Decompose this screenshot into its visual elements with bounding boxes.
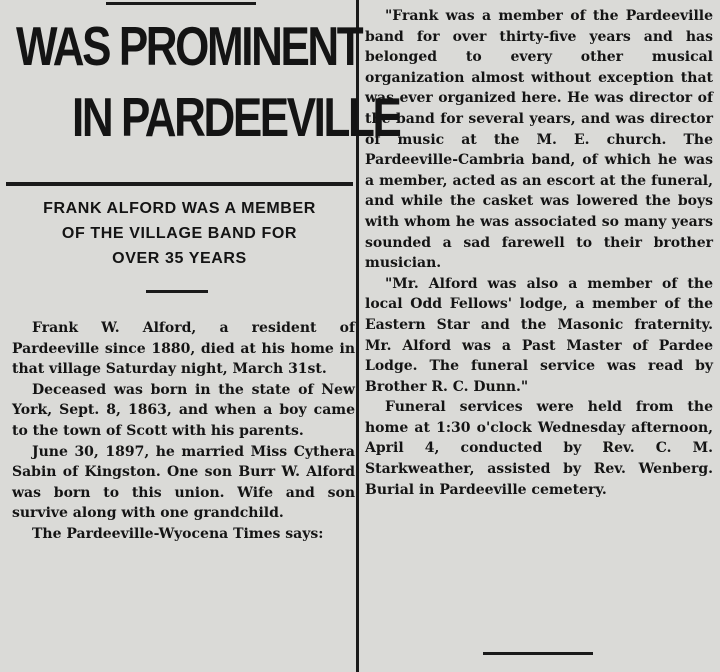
paragraph: Frank W. Alford, a resident of Pardeeville since 1880, died at his home in that village Saturday night, March 31st.: [12, 320, 355, 378]
paragraph: June 30, 1897, he married Miss Cythera Sabin of Kingston. One son Burr W. Alford was born to this union. Wife and son survive along with one grandchild.: [12, 443, 355, 522]
subhead-line-3: OVER 35 YEARS: [112, 250, 247, 267]
paragraph: Deceased was born in the state of New York, Sept. 8, 1863, and when a boy came to the town of Scott with his parents.: [12, 381, 355, 439]
article-body-left: [12, 318, 355, 545]
subhead-divider: [146, 290, 208, 293]
headline-divider: [6, 182, 353, 186]
paragraph: "Mr. Alford was also a member of the local Odd Fellows' lodge, a member of the Eastern Star and the Masonic fraternity. Mr. Alford was a Past Master of Pardee Lodge. The funeral service was read by Brother R. C. Dunn.": [365, 275, 713, 395]
end-rule: [483, 652, 593, 655]
article-body-right: [365, 6, 713, 500]
subhead-line-1: FRANK ALFORD WAS A MEMBER: [43, 200, 316, 217]
headline-line-2: IN PARDEEVILLE: [72, 86, 400, 148]
headline-line-1: WAS PROMINENT: [16, 15, 362, 77]
top-rule: [106, 2, 256, 5]
paragraph: "Frank was a member of the Pardeeville band for over thirty-five years and has belonged to every other musical organization almost without exception that was ever organized here. He was director of the band for several years, and was director of music at the M. E. church. The Pardeeville-Cambria band, of which he was a member, acted as an escort at the funeral, and while the casket was lowered the boys with whom he was associated so many years sounded a sad farewell to their brother musician.: [365, 8, 713, 272]
paragraph: The Pardeeville-Wyocena Times says:: [32, 525, 324, 542]
subhead-line-2: OF THE VILLAGE BAND FOR: [61, 225, 298, 242]
paragraph: Funeral services were held from the home at 1:30 o'clock Wednesday afternoon, April 4, conducted by Rev. C. M. Starkweather, assisted by Rev. Wenberg. Burial in Pardeeville cemetery.: [365, 399, 713, 498]
